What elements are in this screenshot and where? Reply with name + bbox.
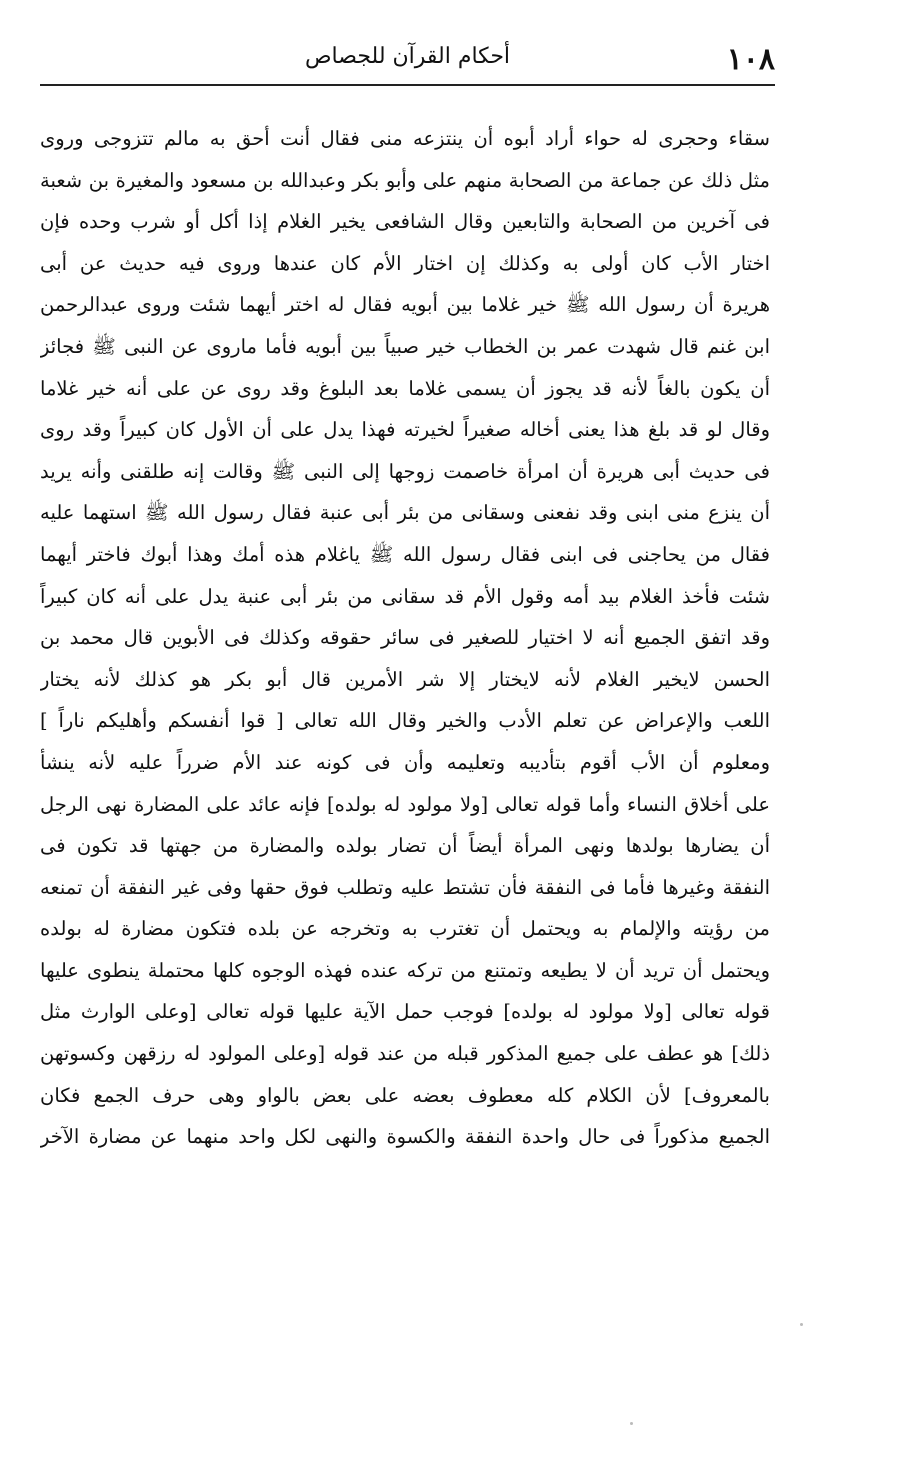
text-line: أن يكون بالغاً لأنه قد يجوز أن يسمى غلاما بعد البلوغ وقد روى عن على أنه خير غلاما [40, 376, 770, 400]
text-line: هريرة أن رسول الله ﷺ خير غلاما بين أبويه فقال له اختر أيهما شئت وروى عبدالرحمن [40, 293, 770, 317]
text-line: النفقة وغيرها فأما فى النفقة فأن تشتط عليه وتطلب فوق حقها وفى غير النفقة أن تمنعه [40, 875, 770, 899]
text-line: فى حديث أبى هريرة أن امرأة خاصمت زوجها إلى النبى ﷺ وقالت إنه طلقنى وأنه يريد [40, 459, 770, 483]
text-line: فقال من يحاجنى فى ابنى فقال رسول الله ﷺ ياغلام هذه أمك وهذا أبوك فاختر أيهما [40, 542, 770, 566]
text-line: قوله تعالى [ولا مولود له بولده] فوجب حمل الآية عليها قوله تعالى [وعلى الوارث مثل [40, 1000, 770, 1024]
running-title: أحكام القرآن للجصاص [304, 44, 511, 69]
header-rule [40, 84, 775, 86]
text-line: فى آخرين من الصحابة والتابعين وقال الشافعى يخير الغلام إذا أكل أو شرب وحده فإن [40, 210, 770, 234]
text-line: أن ينزع منى ابنى وقد نفعنى وسقانى من بئر أبى عنبة فقال رسول الله ﷺ استهما عليه [40, 501, 770, 525]
text-line: مثل ذلك عن جماعة من الصحابة منهم على وأبو بكر وعبدالله بن مسعود والمغيرة بن شعبة [40, 168, 770, 192]
text-line: الجميع مذكوراً فى حال واحدة النفقة والكسوة والنهى لكل واحد منهما عن مضارة الآخر [40, 1125, 770, 1149]
text-line: ويحتمل أن تريد أن لا يطيعه وتمتنع من تركه عنده فهذه الوجوه كلها محتملة ينطوى عليها [40, 958, 770, 982]
text-line: ذلك] هو عطف على جميع المذكور قبله من عند قوله [وعلى المولود له رزقهن وكسوتهن [40, 1042, 770, 1066]
text-line: ومعلوم أن الأب أقوم بتأديبه وتعليمه وأن فى كونه عند الأم ضرراً عليه لأنه ينشأ [40, 750, 770, 774]
text-line: وقال لو قد بلغ هذا يعنى أخاله صغيراً لخيرته فهذا يدل على أن الأول كان كبيراً وقد روى [40, 418, 770, 442]
scan-speck [630, 1422, 633, 1425]
scan-speck [800, 1323, 803, 1326]
text-line: بالمعروف] لأن الكلام كله معطوف بعضه على بعض بالواو وهى حرف الجمع فكان [40, 1083, 770, 1107]
page-header [40, 40, 775, 84]
text-line: اختار الأب كان أولى به وكذلك إن اختار الأم كان عندها وروى فيه حديث عن أبى [40, 251, 770, 275]
text-line: اللعب والإعراض عن تعلم الأدب والخير وقال الله تعالى [ قوا أنفسكم وأهليكم ناراً ] [40, 709, 770, 733]
text-line: وقد اتفق الجميع أنه لا اختيار للصغير فى سائر حقوقه وكذلك فى الأبوين قال محمد بن [40, 626, 770, 650]
body-text [40, 118, 770, 1158]
text-line: من رؤيته والإلمام به ويحتمل أن تغترب به وتخرجه عن بلده فتكون مضارة له بولده [40, 917, 770, 941]
text-line: أن يضارها بولدها ونهى المرأة أيضاً أن تضار بولده والمضارة من جهتها قد تكون فى [40, 834, 770, 858]
text-line: الحسن لايخير الغلام لأنه لايختار إلا شر الأمرين قال أبو بكر هو كذلك لأنه يختار [40, 667, 770, 691]
text-line: ابن غنم قال شهدت عمر بن الخطاب خير صبياً بين أبويه فأما ماروى عن النبى ﷺ فجائز [40, 334, 770, 358]
page-number: ١٠٨ [726, 42, 775, 77]
text-line: على أخلاق النساء وأما قوله تعالى [ولا مولود له بولده] فإنه عائد على المضارة نهى الرجل [40, 792, 770, 816]
text-line: شئت فأخذ الغلام بيد أمه وقول الأم قد سقانى من بئر أبى عنبة يدل على أنه كان كبيراً [40, 584, 770, 608]
text-line: سقاء وحجرى له حواء أراد أبوه أن ينتزعه منى فقال أنت أحق به مالم تتزوجى وروى [40, 127, 770, 150]
